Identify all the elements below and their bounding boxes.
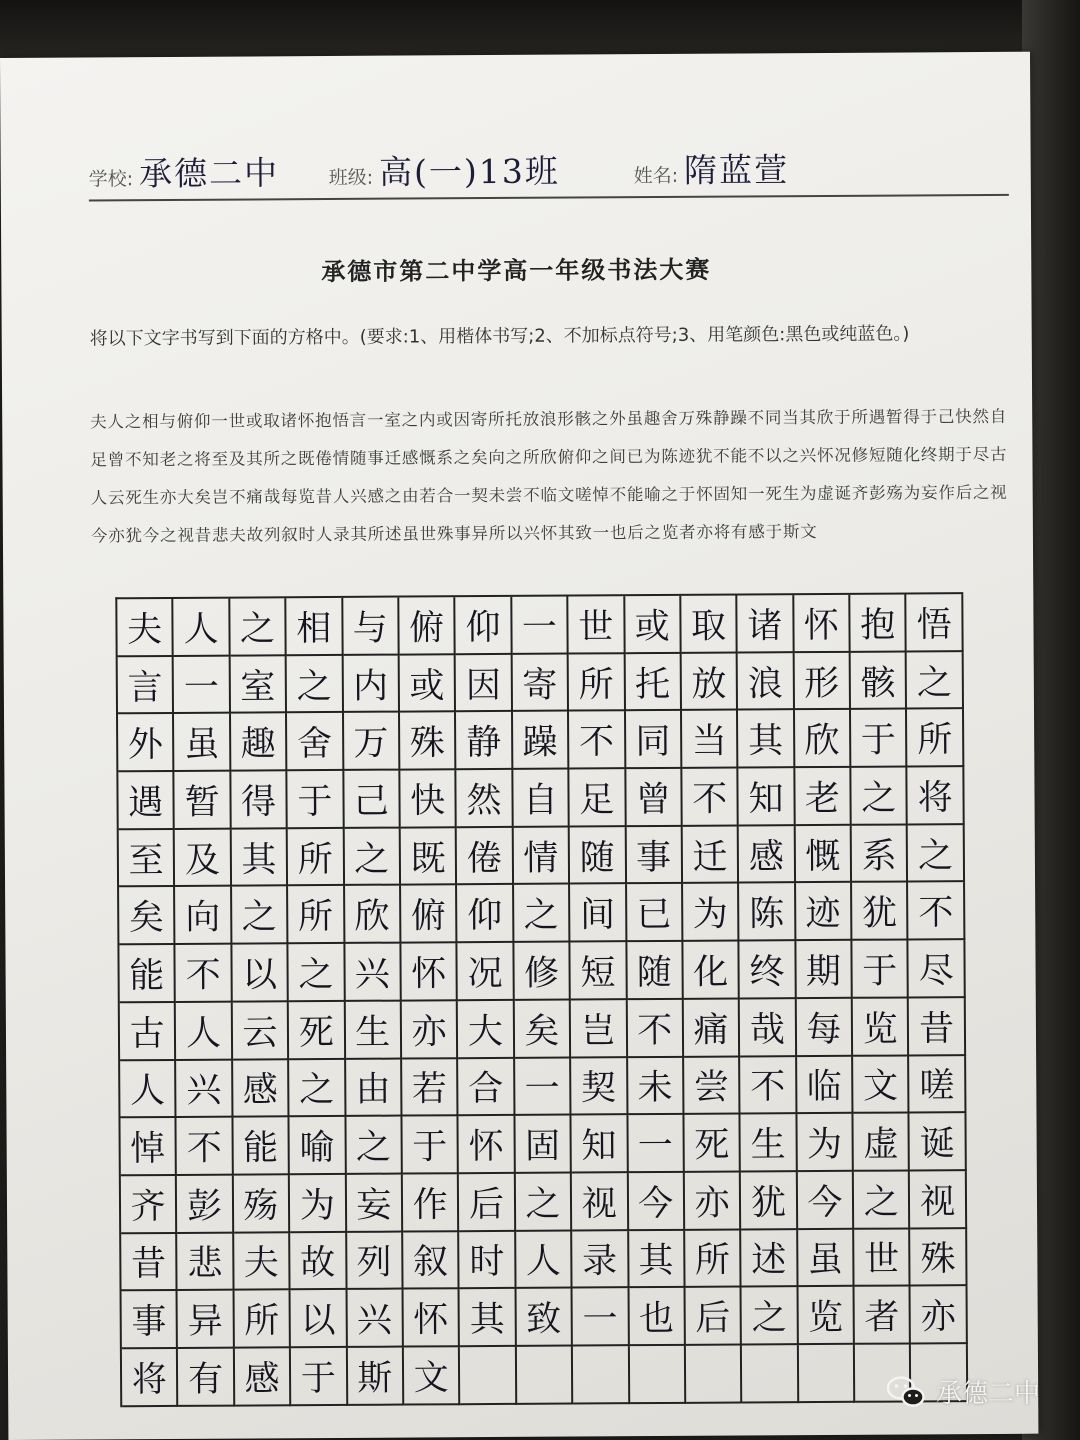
grid-cell: 老 (795, 768, 852, 826)
grid-cell: 于 (291, 1348, 348, 1406)
grid-cell: 为 (290, 1175, 347, 1233)
school-field (89, 147, 280, 195)
grid-cell: 今 (798, 1172, 855, 1230)
grid-cell: 曾 (626, 769, 683, 827)
grid-cell (742, 1345, 799, 1403)
grid-cell: 仰 (457, 885, 514, 943)
page-title: 承德市第二中学高一年级书法大赛 (321, 254, 712, 287)
grid-cell: 迁 (683, 826, 740, 884)
grid-cell: 殊 (400, 713, 457, 771)
grid-cell: 怀 (794, 595, 851, 653)
grid-cell: 不 (740, 1057, 797, 1115)
grid-cell: 嗟 (910, 1056, 967, 1114)
grid-cell: 虽 (798, 1229, 855, 1287)
grid-cell: 所 (907, 709, 964, 767)
grid-cell: 也 (629, 1288, 686, 1346)
instructions: 将以下文字书写到下面的方格中。(要求:1、用楷体书写;2、不加标点符号;3、用笔颜色:黑色或纯蓝色。) (89, 323, 910, 350)
grid-cell: 之 (346, 1117, 403, 1175)
grid-cell: 之 (344, 828, 401, 886)
grid-cell: 浪 (738, 653, 795, 711)
grid-cell: 之 (907, 652, 964, 710)
class-value: 高(一)13班 (378, 151, 560, 192)
grid-cell: 妄 (346, 1174, 403, 1232)
grid-cell: 托 (625, 654, 682, 712)
grid-cell: 知 (739, 768, 796, 826)
grid-cell: 者 (855, 1287, 912, 1345)
grid-cell: 或 (625, 596, 682, 654)
grid-cell: 躁 (513, 712, 570, 770)
grid-cell: 外 (118, 714, 175, 772)
grid-cell: 之 (232, 887, 289, 945)
grid-cell: 放 (682, 653, 739, 711)
grid-cell: 之 (854, 1171, 911, 1229)
grid-cell: 死 (289, 1002, 346, 1060)
grid-cell: 内 (343, 655, 400, 713)
grid-cell: 一 (628, 1115, 685, 1173)
grid-cell: 尝 (684, 1057, 741, 1115)
grid-cell: 怀 (459, 1116, 516, 1174)
watermark-text: 承德二中 (935, 1379, 1040, 1409)
grid-cell: 所 (685, 1230, 742, 1288)
grid-cell: 事 (626, 827, 683, 885)
grid-cell: 其 (460, 1289, 517, 1347)
grid-cell: 叙 (403, 1232, 460, 1290)
grid-cell: 至 (119, 830, 176, 888)
grid-cell: 齐 (121, 1176, 178, 1234)
grid-cell: 取 (681, 596, 738, 654)
grid-cell: 一 (515, 1058, 572, 1116)
grid-cell: 不 (627, 1000, 684, 1058)
grid-cell: 兴 (177, 1060, 234, 1118)
writing-grid (115, 592, 968, 1407)
grid-cell: 寄 (512, 654, 569, 712)
grid-cell (629, 1346, 686, 1404)
grid-cell: 契 (571, 1058, 628, 1116)
grid-cell: 所 (288, 886, 345, 944)
grid-cell: 慨 (795, 826, 852, 884)
class-label: 班级: (328, 166, 374, 189)
grid-cell: 致 (516, 1289, 573, 1347)
grid-cell: 快 (400, 770, 457, 828)
grid-cell: 若 (402, 1059, 459, 1117)
grid-cell: 作 (403, 1174, 460, 1232)
grid-cell: 有 (178, 1349, 235, 1407)
grid-cell: 以 (232, 944, 289, 1002)
grid-cell: 兴 (347, 1290, 404, 1348)
grid-cell: 于 (851, 710, 908, 768)
wechat-icon (886, 1375, 926, 1409)
grid-cell: 矣 (119, 887, 176, 945)
grid-cell: 古 (120, 1003, 177, 1061)
grid-cell: 化 (683, 942, 740, 1000)
name-value: 隋蓝萱 (683, 150, 790, 190)
student-info-row (89, 144, 1009, 202)
grid-cell: 感 (235, 1348, 292, 1406)
grid-cell: 与 (343, 598, 400, 656)
grid-cell: 所 (288, 829, 345, 887)
grid-cell: 其 (738, 711, 795, 769)
grid-cell: 世 (854, 1229, 911, 1287)
grid-cell: 于 (852, 941, 909, 999)
grid-cell: 后 (459, 1174, 516, 1232)
grid-cell: 列 (347, 1232, 404, 1290)
grid-cell: 昔 (121, 1233, 178, 1291)
grid-cell: 今 (628, 1173, 685, 1231)
grid-cell: 趣 (231, 714, 288, 772)
grid-cell: 由 (346, 1059, 403, 1117)
grid-cell: 其 (231, 829, 288, 887)
grid-cell: 期 (796, 941, 853, 999)
grid-cell (517, 1346, 574, 1404)
grid-cell: 之 (514, 885, 571, 943)
grid-cell: 足 (569, 769, 626, 827)
grid-cell: 言 (118, 657, 175, 715)
calligraphy-sheet (0, 52, 1038, 1440)
class-field (329, 146, 560, 194)
grid-cell: 当 (682, 711, 739, 769)
grid-cell: 同 (626, 711, 683, 769)
grid-cell: 能 (119, 945, 176, 1003)
grid-cell (573, 1346, 630, 1404)
grid-cell: 陈 (739, 884, 796, 942)
grid-cell: 悲 (178, 1233, 235, 1291)
grid-cell: 既 (401, 828, 458, 886)
grid-cell: 亦 (911, 1286, 968, 1344)
grid-cell: 岂 (571, 1000, 628, 1058)
grid-cell: 痛 (684, 999, 741, 1057)
grid-cell: 将 (908, 767, 965, 825)
grid-cell: 每 (796, 999, 853, 1057)
grid-cell: 欣 (795, 710, 852, 768)
grid-cell: 情 (513, 827, 570, 885)
grid-cell: 暂 (175, 772, 232, 830)
grid-cell: 俯 (399, 597, 456, 655)
grid-cell: 为 (797, 1114, 854, 1172)
grid-cell: 之 (908, 825, 965, 883)
grid-cell: 合 (458, 1058, 515, 1116)
grid-cell: 因 (456, 655, 513, 713)
grid-cell: 之 (851, 768, 908, 826)
name-label: 姓名: (633, 164, 679, 188)
grid-cell: 事 (122, 1291, 179, 1349)
grid-cell: 文 (404, 1347, 461, 1405)
grid-cell: 录 (572, 1231, 629, 1289)
grid-cell: 殇 (234, 1175, 291, 1233)
grid-cell: 尽 (909, 940, 966, 998)
grid-cell: 静 (456, 712, 513, 770)
grid-cell: 彭 (177, 1175, 234, 1233)
grid-cell: 或 (400, 655, 457, 713)
grid-cell (686, 1345, 743, 1403)
grid-cell: 视 (910, 1171, 967, 1229)
grid-cell: 不 (569, 712, 626, 770)
grid-cell: 临 (797, 1056, 854, 1114)
grid-cell: 昔 (909, 998, 966, 1056)
grid-cell: 以 (291, 1290, 348, 1348)
grid-cell: 悼 (120, 1118, 177, 1176)
grid-cell: 得 (231, 771, 288, 829)
grid-cell: 俯 (401, 886, 458, 944)
grid-cell: 于 (288, 771, 345, 829)
grid-cell: 斯 (347, 1347, 404, 1405)
grid-cell: 一 (573, 1288, 630, 1346)
grid-cell: 舍 (287, 713, 344, 771)
grid-cell: 之 (287, 656, 344, 714)
grid-cell: 故 (290, 1232, 347, 1290)
grid-cell: 室 (230, 656, 287, 714)
grid-cell: 知 (572, 1115, 629, 1173)
grid-cell: 人 (174, 599, 231, 657)
grid-cell: 况 (458, 943, 515, 1001)
grid-cell: 系 (852, 825, 909, 883)
grid-cell: 自 (513, 770, 570, 828)
grid-cell: 一 (512, 597, 569, 655)
watermark (886, 1373, 1040, 1410)
grid-cell: 欣 (345, 886, 402, 944)
grid-cell: 览 (798, 1287, 855, 1345)
grid-cell: 人 (120, 1060, 177, 1118)
grid-cell: 遇 (118, 772, 175, 830)
grid-cell: 于 (402, 1116, 459, 1174)
grid-cell: 喻 (290, 1117, 347, 1175)
grid-cell: 生 (345, 1001, 402, 1059)
school-label: 学校: (88, 168, 134, 191)
grid-cell: 及 (175, 829, 232, 887)
grid-cell: 不 (177, 1118, 234, 1176)
grid-cell: 相 (286, 598, 343, 656)
grid-cell: 矣 (515, 1000, 572, 1058)
grid-cell: 怀 (401, 943, 458, 1001)
grid-cell: 人 (516, 1231, 573, 1289)
grid-cell: 不 (682, 769, 739, 827)
grid-cell: 迹 (796, 883, 853, 941)
grid-cell: 将 (122, 1349, 179, 1407)
grid-cell: 夫 (234, 1233, 291, 1291)
grid-cell: 诸 (738, 595, 795, 653)
grid-cell: 然 (457, 770, 514, 828)
grid-cell: 虽 (174, 714, 231, 772)
grid-cell: 其 (629, 1230, 686, 1288)
grid-cell: 之 (289, 1059, 346, 1117)
grid-cell: 己 (344, 771, 401, 829)
grid-cell: 生 (741, 1114, 798, 1172)
grid-cell: 文 (853, 1056, 910, 1114)
grid-cell: 能 (233, 1117, 290, 1175)
grid-cell: 兴 (345, 944, 402, 1002)
name-field (634, 144, 790, 192)
grid-cell: 仰 (456, 597, 513, 655)
grid-cell: 虚 (854, 1114, 911, 1172)
grid-cell: 死 (684, 1115, 741, 1173)
grid-cell: 云 (233, 1002, 290, 1060)
grid-cell: 终 (740, 941, 797, 999)
school-value: 承德二中 (138, 153, 280, 194)
grid-cell: 之 (516, 1173, 573, 1231)
grid-cell: 固 (515, 1116, 572, 1174)
grid-cell: 诞 (910, 1113, 967, 1171)
grid-cell (460, 1347, 517, 1405)
grid-cell: 修 (514, 943, 571, 1001)
grid-cell: 一 (174, 656, 231, 714)
grid-cell: 人 (176, 1002, 233, 1060)
grid-cell: 万 (344, 713, 401, 771)
grid-cell: 夫 (117, 599, 174, 657)
grid-cell: 亦 (402, 1001, 459, 1059)
grid-cell: 之 (742, 1287, 799, 1345)
grid-cell: 哉 (740, 999, 797, 1057)
grid-cell: 随 (570, 827, 627, 885)
grid-cell: 不 (176, 945, 233, 1003)
grid-cell: 时 (460, 1231, 517, 1289)
grid-cell: 随 (627, 942, 684, 1000)
grid-cell: 感 (739, 826, 796, 884)
grid-cell: 所 (234, 1290, 291, 1348)
grid-cell: 之 (230, 598, 287, 656)
grid-cell: 大 (458, 1001, 515, 1059)
grid-cell: 感 (233, 1060, 290, 1118)
grid-cell: 怀 (403, 1289, 460, 1347)
grid-cell: 未 (628, 1057, 685, 1115)
grid-cell: 犹 (852, 883, 909, 941)
grid-cell: 形 (794, 653, 851, 711)
grid-cell: 向 (175, 887, 232, 945)
grid-cell: 已 (627, 884, 684, 942)
grid-cell: 为 (683, 884, 740, 942)
grid-cell: 殊 (911, 1229, 968, 1287)
grid-cell: 世 (568, 596, 625, 654)
grid-cell: 短 (571, 942, 628, 1000)
grid-cell: 后 (685, 1288, 742, 1346)
source-text: 夫人之相与俯仰一世或取诸怀抱悟言一室之内或因寄所托放浪形骸之外虽趣舍万殊静躁不同当其欣于所遇暂得于己快然自足曾不知老之将至及其所之既倦情随事迁感慨系之矣向之所欣俯仰之间已为陈迹犹不能不以之兴怀况修短随化终期于尽古人云死生亦大矣岂不痛哉每览昔人兴感之由若合一契未尝不临文嗟悼不能喻之于怀固知一死生为虚诞齐彭殇为妄作后之视今亦犹今之视昔悲夫故列叙时人录其所述虽世殊事异所以兴怀其致一也后之览者亦将有感于斯文 (90, 406, 1008, 546)
grid-cell: 之 (289, 944, 346, 1002)
grid-cell: 倦 (457, 828, 514, 886)
grid-cell: 视 (572, 1173, 629, 1231)
grid-cell: 所 (569, 654, 626, 712)
grid-cell: 异 (178, 1291, 235, 1349)
grid-cell (799, 1345, 856, 1403)
grid-cell: 亦 (685, 1172, 742, 1230)
grid-cell: 悟 (907, 594, 964, 652)
grid-cell: 览 (853, 998, 910, 1056)
grid-cell: 抱 (850, 594, 907, 652)
grid-cell: 间 (570, 885, 627, 943)
grid-cell: 不 (909, 883, 966, 941)
grid-cell: 犹 (741, 1172, 798, 1230)
grid-cell: 述 (741, 1230, 798, 1288)
grid-cell: 骸 (851, 652, 908, 710)
